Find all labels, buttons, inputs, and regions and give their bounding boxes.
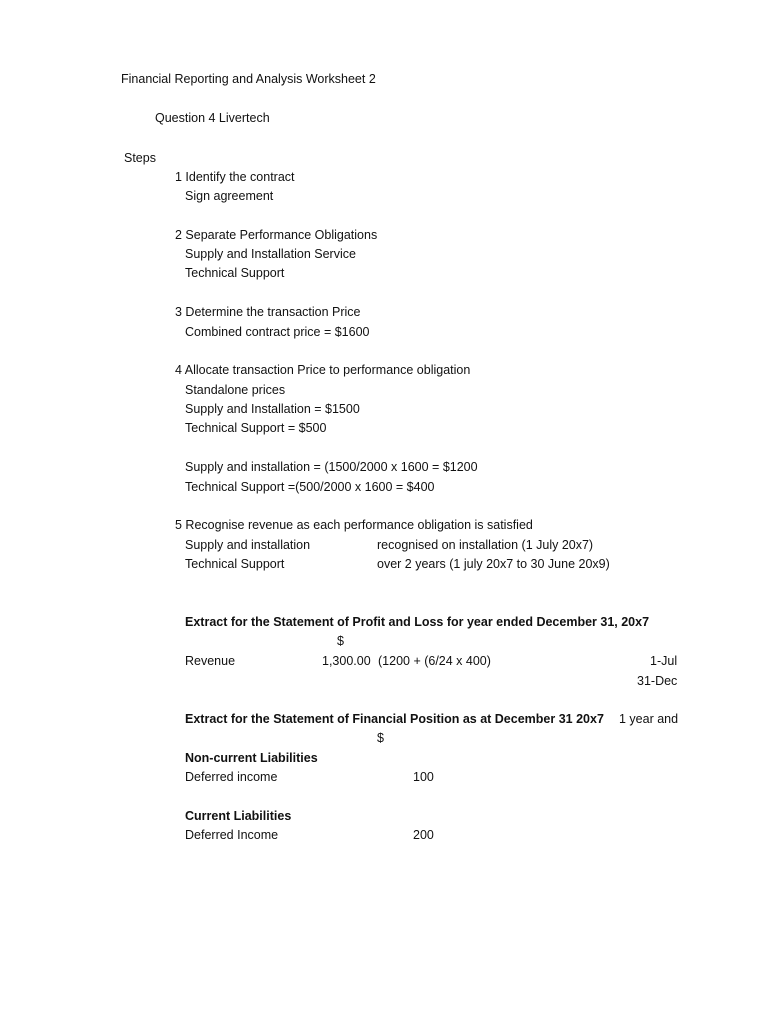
- step-1-line: Sign agreement: [185, 189, 274, 203]
- step-4-line: Supply and Installation = $1500: [185, 402, 360, 416]
- revenue-amount: 1,300.00: [322, 654, 371, 668]
- current-liabilities-heading: Current Liabilities: [185, 809, 292, 823]
- step-3-line: Combined contract price = $1600: [185, 325, 370, 339]
- financial-position-currency: $: [377, 731, 384, 745]
- steps-heading: Steps: [124, 151, 156, 165]
- step-1-heading: 1 Identify the contract: [175, 170, 295, 184]
- noncurrent-liabilities-heading: Non-current Liabilities: [185, 751, 318, 765]
- step-4-line: Standalone prices: [185, 383, 286, 397]
- noncurrent-deferred-income-label: Deferred income: [185, 770, 278, 784]
- financial-position-side-note: 1 year and: [619, 712, 679, 726]
- step-4-line: Supply and installation = (1500/2000 x 1600 = $1200: [185, 460, 478, 474]
- period-start-note: 1-Jul: [650, 654, 678, 668]
- question-heading: Question 4 Livertech: [155, 111, 270, 125]
- current-deferred-income-value: 200: [413, 828, 434, 842]
- step-4-line: Technical Support = $500: [185, 421, 327, 435]
- step-5-row-value: recognised on installation (1 July 20x7): [377, 538, 594, 552]
- step-3-heading: 3 Determine the transaction Price: [175, 305, 361, 319]
- worksheet-title: Financial Reporting and Analysis Worksheet 2: [121, 72, 376, 86]
- step-2-line: Technical Support: [185, 266, 285, 280]
- financial-position-heading: Extract for the Statement of Financial Position as at December 31 20x7: [185, 712, 604, 726]
- step-5-row-label: Supply and installation: [185, 538, 311, 552]
- step-4-line: Technical Support =(500/2000 x 1600 = $400: [185, 480, 435, 494]
- step-5-row-value: over 2 years (1 july 20x7 to 30 June 20x9): [377, 557, 610, 571]
- step-2-heading: 2 Separate Performance Obligations: [175, 228, 378, 242]
- step-5-row-label: Technical Support: [185, 557, 285, 571]
- profit-loss-currency: $: [337, 634, 344, 648]
- current-deferred-income-label: Deferred Income: [185, 828, 279, 842]
- step-2-line: Supply and Installation Service: [185, 247, 356, 261]
- step-5-heading: 5 Recognise revenue as each performance obligation is satisfied: [175, 518, 533, 532]
- profit-loss-heading: Extract for the Statement of Profit and Loss for year ended December 31, 20x7: [185, 615, 650, 629]
- period-end-note: 31-Dec: [637, 674, 678, 688]
- revenue-label: Revenue: [185, 654, 236, 668]
- revenue-calculation: (1200 + (6/24 x 400): [378, 654, 491, 668]
- step-4-heading: 4 Allocate transaction Price to performance obligation: [175, 363, 471, 377]
- noncurrent-deferred-income-value: 100: [413, 770, 434, 784]
